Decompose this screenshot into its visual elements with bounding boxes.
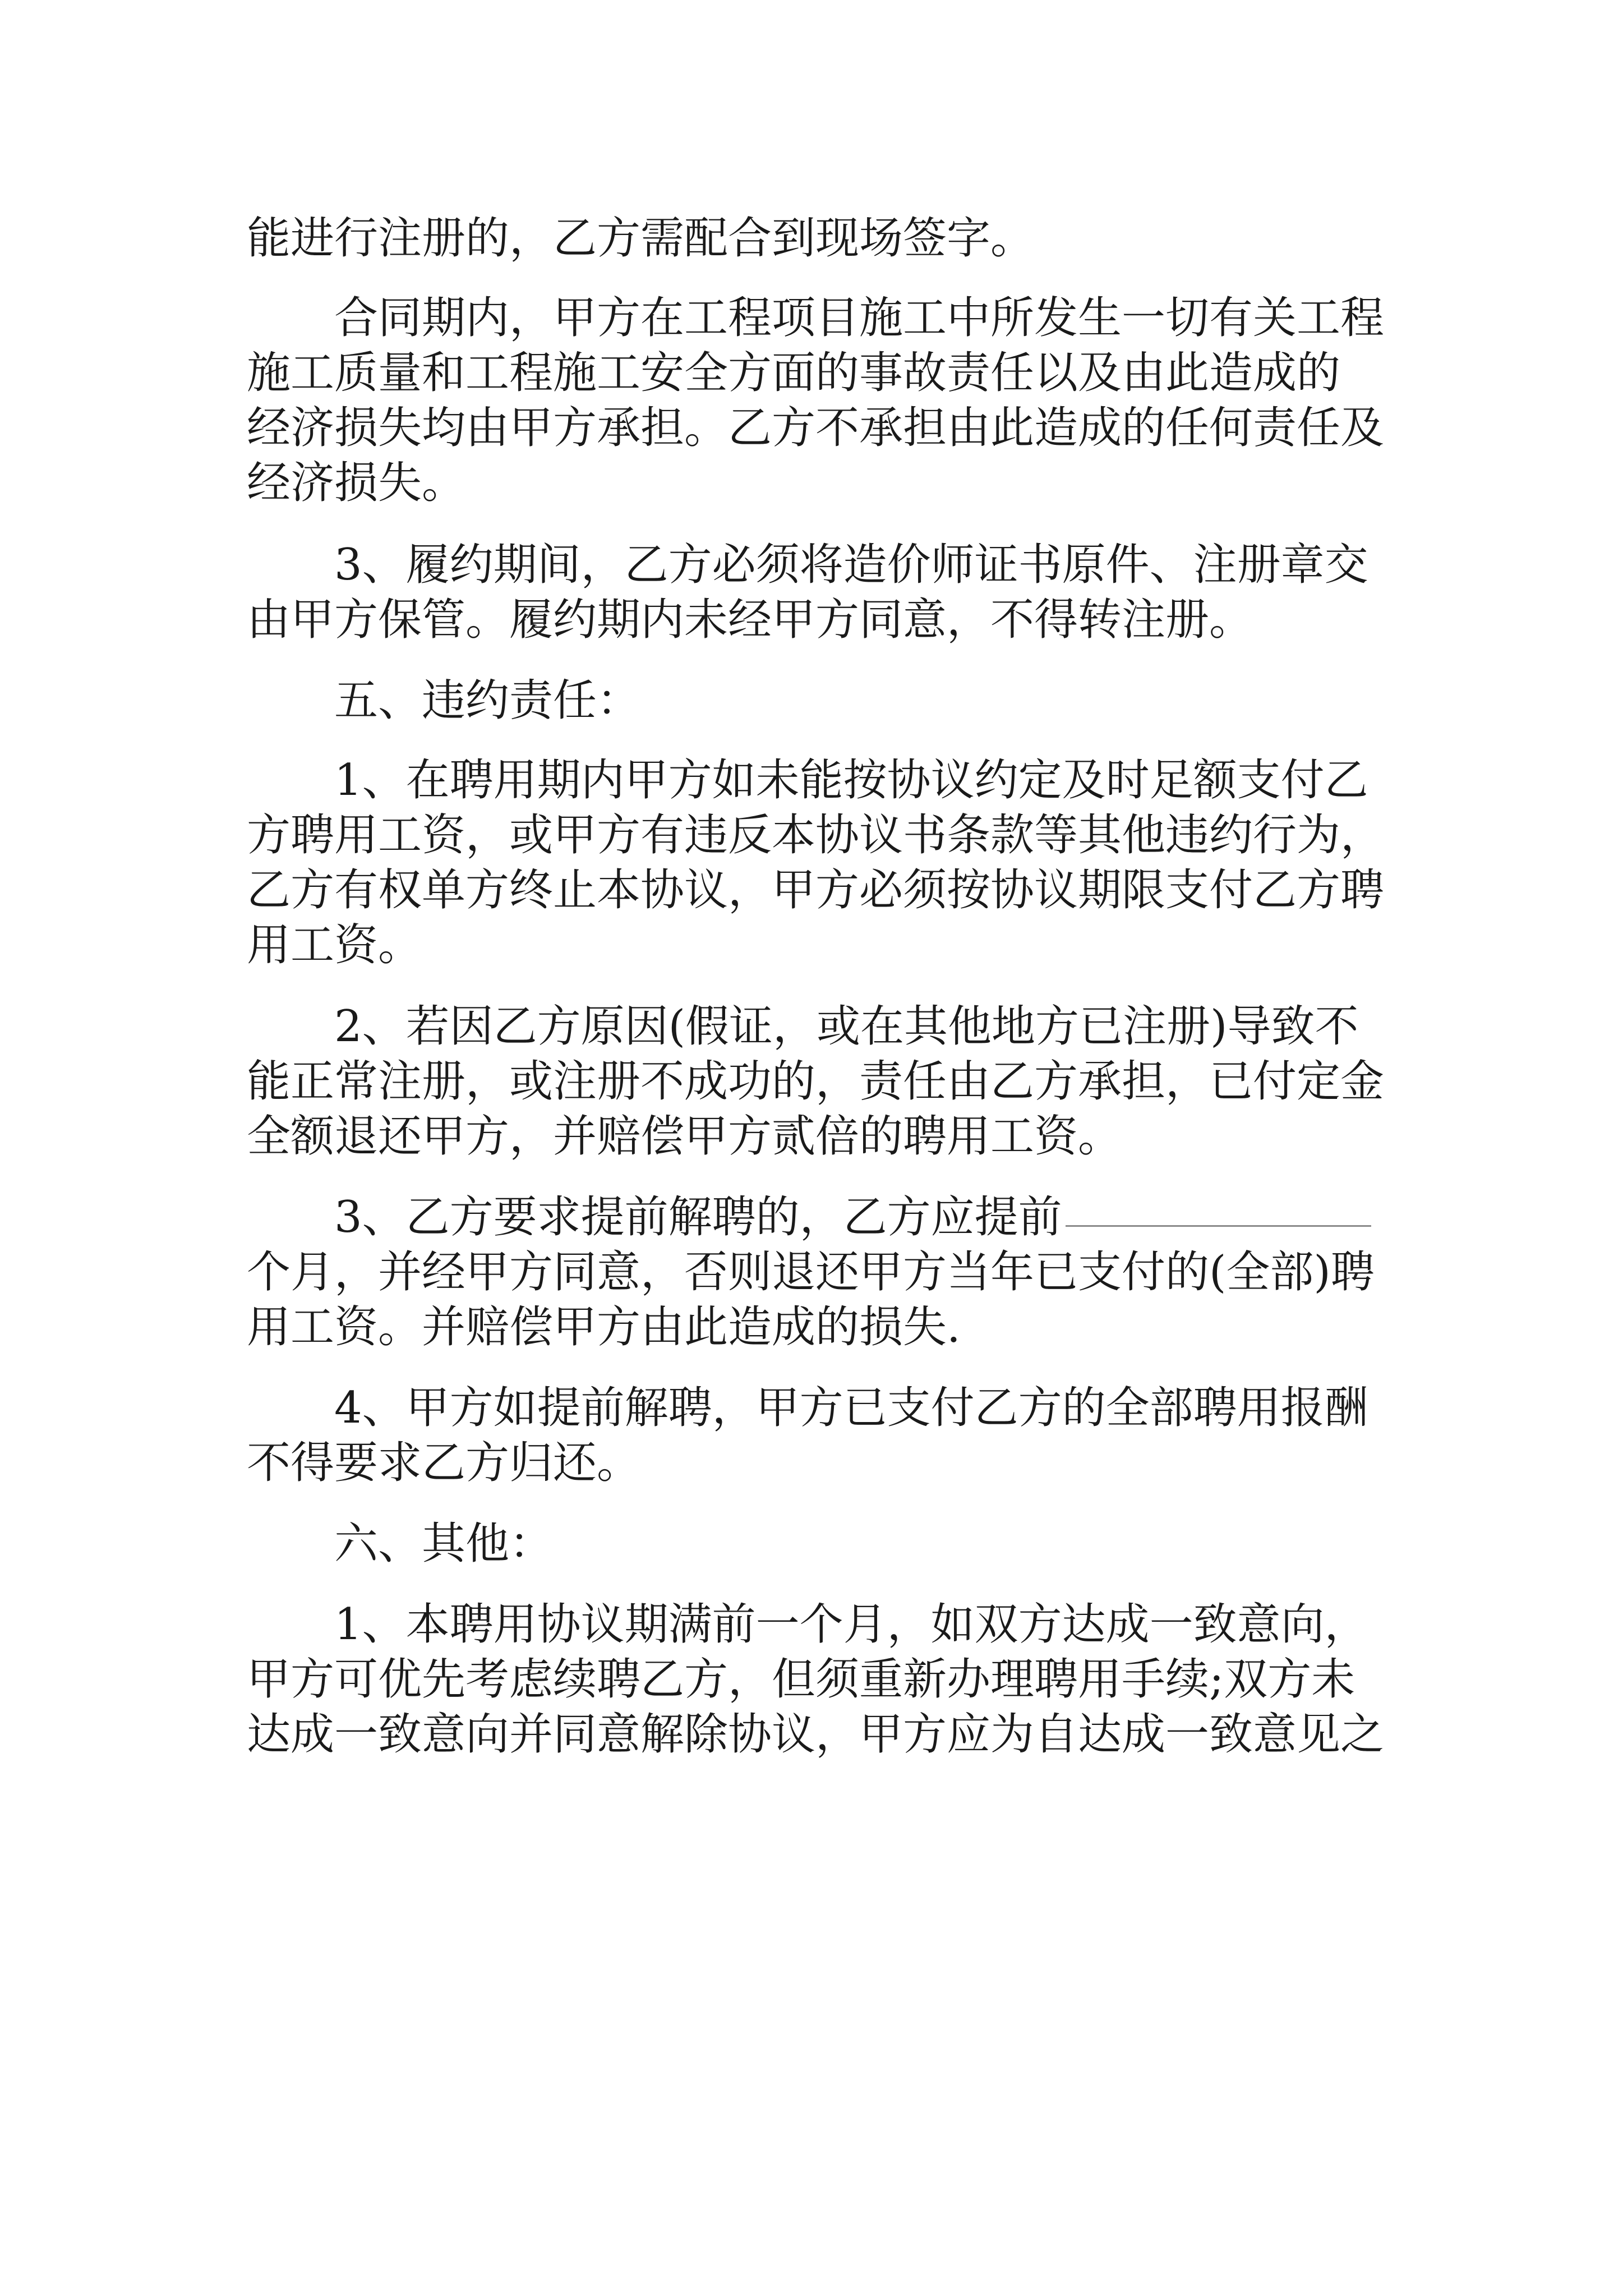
text-line-12: 用工资。: [247, 920, 422, 970]
text-line-2: 合同期内，甲方在工程项目施工中所发生一切有关工程: [334, 293, 1385, 343]
section-heading-6: 六、其他：: [334, 1519, 554, 1569]
text-line-23: 甲方可优先考虑续聘乙方，但须重新办理聘用手续;双方未: [247, 1654, 1355, 1705]
text-line-20: 不得要求乙方归还。: [247, 1438, 641, 1488]
text-line-10: 方聘用工资，或甲方有违反本协议书条款等其他违约行为，: [247, 810, 1385, 861]
text-line-16-text: 3、乙方要求提前解聘的，乙方应提前: [334, 1192, 1062, 1243]
section-heading-5: 五、违约责任：: [334, 675, 641, 726]
text-line-18: 用工资。并赔偿甲方由此造成的损失.: [247, 1302, 961, 1352]
text-line-9: 1、在聘用期内甲方如未能按协议约定及时足额支付乙: [334, 755, 1368, 806]
text-line-1: 能进行注册的，乙方需配合到现场签字。: [247, 213, 1035, 264]
text-line-15: 全额退还甲方，并赔偿甲方贰倍的聘用工资。: [247, 1111, 1122, 1162]
text-line-4: 经济损失均由甲方承担。乙方不承担由此造成的任何责任及: [247, 403, 1385, 453]
fill-in-blank: [1066, 1223, 1371, 1227]
text-line-7: 由甲方保管。履约期内未经甲方同意，不得转注册。: [247, 595, 1253, 645]
text-line-5: 经济损失。: [247, 458, 466, 508]
text-line-24: 达成一致意向并同意解除协议，甲方应为自达成一致意见之: [247, 1709, 1385, 1760]
text-line-3: 施工质量和工程施工安全方面的事故责任以及由此造成的: [247, 348, 1341, 398]
text-line-13: 2、若因乙方原因(假证，或在其他地方已注册)导致不: [334, 1001, 1359, 1052]
text-line-22: 1、本聘用协议期满前一个月，如双方达成一致意向，: [334, 1599, 1368, 1650]
text-line-6: 3、履约期间，乙方必须将造价师证书原件、注册章交: [334, 540, 1368, 590]
text-line-17: 个月，并经甲方同意，否则退还甲方当年已支付的(全部)聘: [247, 1247, 1375, 1297]
text-line-14: 能正常注册，或注册不成功的，责任由乙方承担，已付定金: [247, 1056, 1385, 1107]
text-line-11: 乙方有权单方终止本协议，甲方必须按协议期限支付乙方聘: [247, 865, 1385, 915]
text-line-19: 4、甲方如提前解聘，甲方已支付乙方的全部聘用报酬: [334, 1383, 1368, 1433]
